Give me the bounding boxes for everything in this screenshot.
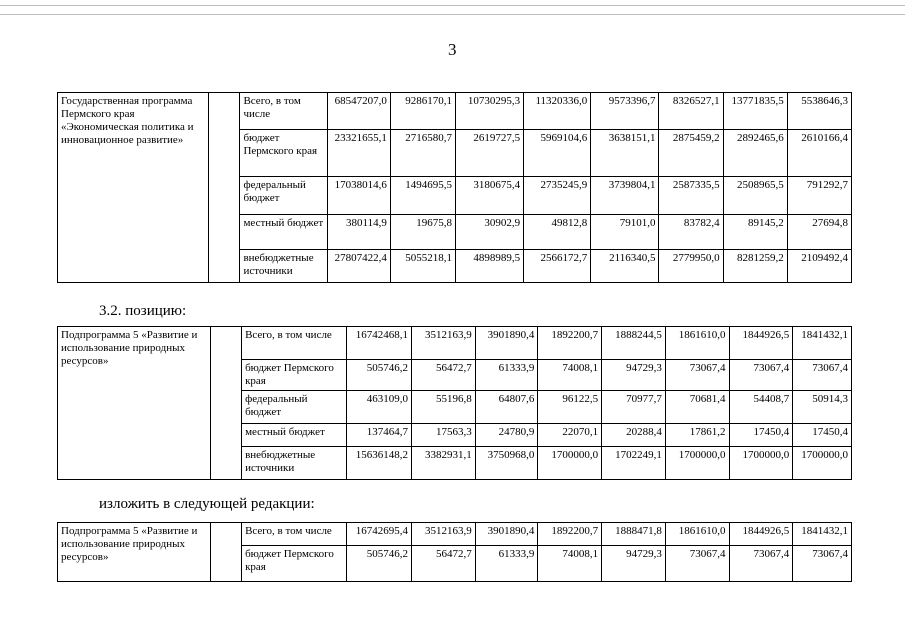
amount-cell: 17450,4 [729,424,793,447]
amount-cell: 3901890,4 [475,523,538,546]
empty-column-cell [210,523,241,582]
amount-cell: 9286170,1 [390,93,455,130]
amount-cell: 27694,8 [787,215,851,250]
amount-cell: 3180675,4 [455,177,523,215]
amount-cell: 2610166,4 [787,130,851,177]
amount-cell: 137464,7 [347,424,412,447]
program-name-cell: Государственная программа Пермского края «Экономическая политика и инновационное развитие» [58,93,209,283]
amount-cell: 1494695,5 [390,177,455,215]
funding-source-label: федеральный бюджет [242,391,347,424]
amount-cell: 56472,7 [411,546,475,582]
amount-cell: 83782,4 [659,215,723,250]
amount-cell: 24780,9 [475,424,538,447]
amount-cell: 1861610,0 [665,523,729,546]
amount-cell: 1700000,0 [665,447,729,480]
amount-cell: 3512163,9 [411,327,475,360]
amount-cell: 1841432,1 [793,327,852,360]
amount-cell: 20288,4 [602,424,666,447]
amount-cell: 54408,7 [729,391,793,424]
amount-cell: 70977,7 [602,391,666,424]
amount-cell: 19675,8 [390,215,455,250]
funding-source-label: Всего, в том числе [242,327,347,360]
empty-column-cell [210,327,241,480]
amount-cell: 22070,1 [538,424,602,447]
amount-cell: 463109,0 [347,391,412,424]
amount-cell: 1700000,0 [538,447,602,480]
funding-source-label: Всего, в том числе [242,523,347,546]
funding-source-label: местный бюджет [240,215,327,250]
page-number: 3 [448,40,457,59]
amount-cell: 2116340,5 [591,250,659,283]
scan-edge-line [0,5,905,6]
amount-cell: 3901890,4 [475,327,538,360]
amount-cell: 1844926,5 [729,327,793,360]
amount-cell: 4898989,5 [455,250,523,283]
amount-cell: 27807422,4 [327,250,390,283]
amount-cell: 73067,4 [793,360,852,391]
amount-cell: 8326527,1 [659,93,723,130]
amount-cell: 73067,4 [793,546,852,582]
amount-cell: 56472,7 [411,360,475,391]
amount-cell: 5538646,3 [787,93,851,130]
subprogram-table-new [57,522,852,582]
funding-source-label: бюджет Пермского края [242,546,347,582]
amount-cell: 10730295,3 [455,93,523,130]
amount-cell: 70681,4 [665,391,729,424]
funding-source-label: бюджет Пермского края [240,130,327,177]
amount-cell: 30902,9 [455,215,523,250]
amount-cell: 1700000,0 [793,447,852,480]
funding-source-label: местный бюджет [242,424,347,447]
table-row [58,93,852,130]
amount-cell: 13771835,5 [723,93,787,130]
amount-cell: 505746,2 [347,546,412,582]
amount-cell: 3638151,1 [591,130,659,177]
funding-source-label: федеральный бюджет [240,177,327,215]
amount-cell: 2735245,9 [524,177,591,215]
amount-cell: 2508965,5 [723,177,787,215]
amount-cell: 1844926,5 [729,523,793,546]
table-row [58,523,852,546]
amount-cell: 96122,5 [538,391,602,424]
amount-cell: 1892200,7 [538,327,602,360]
program-name-cell: Подпрограмма 5 «Развитие и использование природных ресурсов» [58,327,211,480]
funding-source-label: внебюджетные источники [240,250,327,283]
amount-cell: 61333,9 [475,546,538,582]
amount-cell: 79101,0 [591,215,659,250]
amount-cell: 15636148,2 [347,447,412,480]
funding-source-label: внебюджетные источники [242,447,347,480]
amount-cell: 17450,4 [793,424,852,447]
amount-cell: 791292,7 [787,177,851,215]
amount-cell: 1892200,7 [538,523,602,546]
amount-cell: 1861610,0 [665,327,729,360]
amount-cell: 1700000,0 [729,447,793,480]
amount-cell: 64807,6 [475,391,538,424]
amount-cell: 55196,8 [411,391,475,424]
amount-cell: 3750968,0 [475,447,538,480]
scan-edge-line [0,14,905,15]
funding-source-label: бюджет Пермского края [242,360,347,391]
amount-cell: 2566172,7 [524,250,591,283]
amount-cell: 94729,3 [602,546,666,582]
amount-cell: 17038014,6 [327,177,390,215]
section-heading: изложить в следующей редакции: [99,496,315,512]
amount-cell: 2587335,5 [659,177,723,215]
amount-cell: 3512163,9 [411,523,475,546]
amount-cell: 1888471,8 [602,523,666,546]
funding-source-label: Всего, в том числе [240,93,327,130]
section-heading: 3.2. позицию: [99,303,187,319]
amount-cell: 23321655,1 [327,130,390,177]
amount-cell: 380114,9 [327,215,390,250]
amount-cell: 49812,8 [524,215,591,250]
amount-cell: 2619727,5 [455,130,523,177]
amount-cell: 17563,3 [411,424,475,447]
subprogram-table-current [57,326,852,480]
amount-cell: 73067,4 [665,546,729,582]
amount-cell: 89145,2 [723,215,787,250]
amount-cell: 94729,3 [602,360,666,391]
amount-cell: 73067,4 [729,546,793,582]
amount-cell: 2779950,0 [659,250,723,283]
amount-cell: 73067,4 [665,360,729,391]
amount-cell: 9573396,7 [591,93,659,130]
amount-cell: 16742695,4 [347,523,412,546]
program-name-cell: Подпрограмма 5 «Развитие и использование природных ресурсов» [58,523,211,582]
amount-cell: 2875459,2 [659,130,723,177]
amount-cell: 68547207,0 [327,93,390,130]
amount-cell: 1888244,5 [602,327,666,360]
table-row [58,327,852,360]
amount-cell: 2892465,6 [723,130,787,177]
amount-cell: 73067,4 [729,360,793,391]
amount-cell: 1702249,1 [602,447,666,480]
amount-cell: 17861,2 [665,424,729,447]
empty-column-cell [209,93,240,283]
program-table [57,92,852,283]
amount-cell: 2716580,7 [390,130,455,177]
amount-cell: 505746,2 [347,360,412,391]
amount-cell: 74008,1 [538,360,602,391]
amount-cell: 61333,9 [475,360,538,391]
amount-cell: 50914,3 [793,391,852,424]
amount-cell: 5055218,1 [390,250,455,283]
amount-cell: 16742468,1 [347,327,412,360]
amount-cell: 3382931,1 [411,447,475,480]
amount-cell: 11320336,0 [524,93,591,130]
amount-cell: 5969104,6 [524,130,591,177]
amount-cell: 8281259,2 [723,250,787,283]
amount-cell: 1841432,1 [793,523,852,546]
amount-cell: 3739804,1 [591,177,659,215]
amount-cell: 74008,1 [538,546,602,582]
amount-cell: 2109492,4 [787,250,851,283]
